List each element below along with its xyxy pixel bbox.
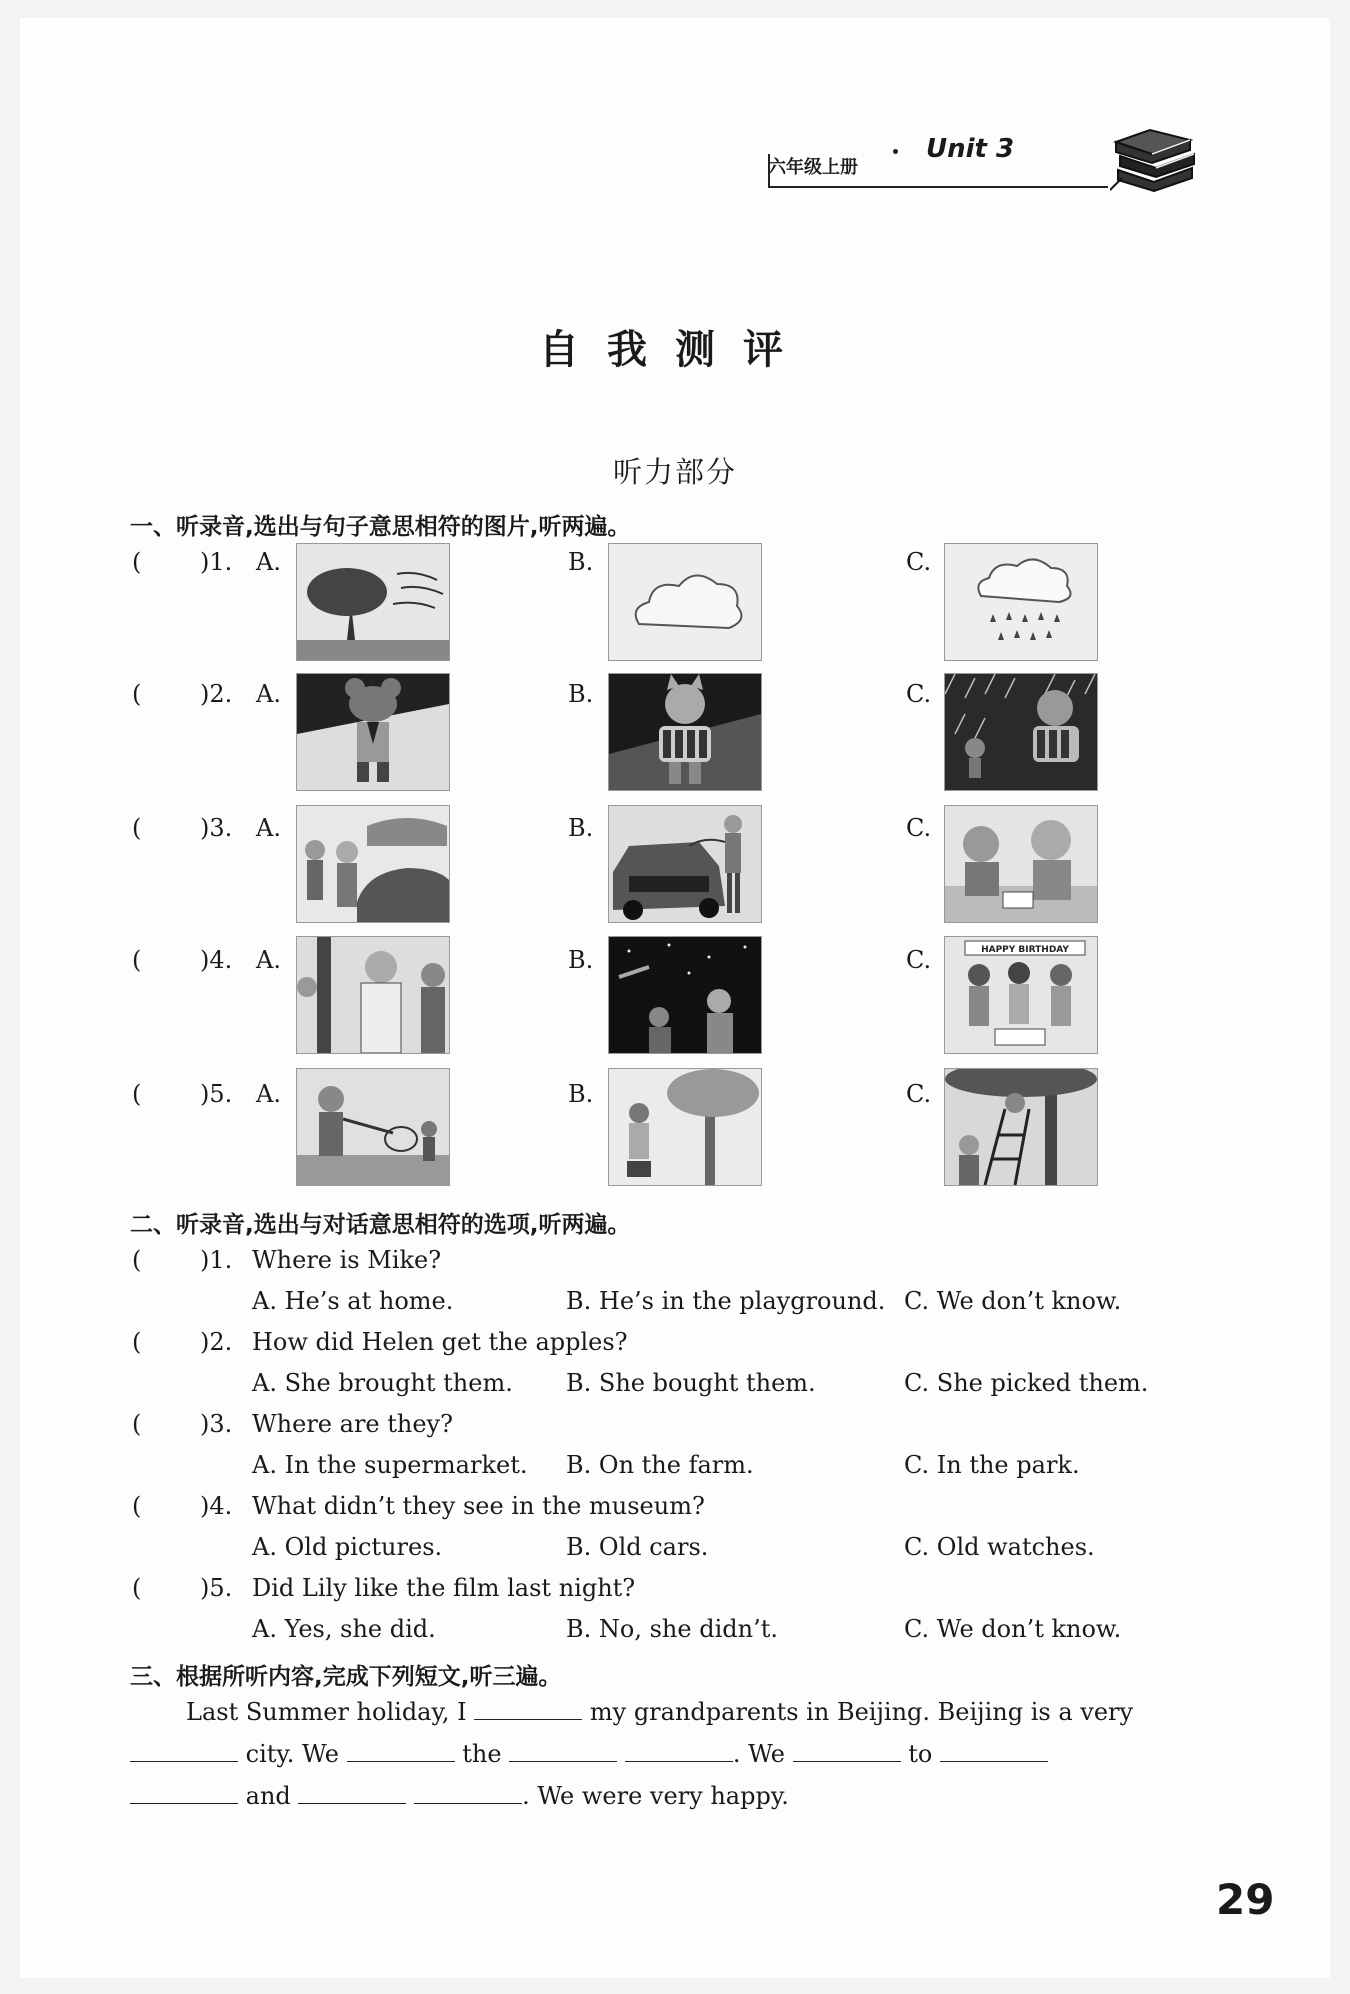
section1-heading: 一、听录音,选出与句子意思相符的图片,听两遍。	[130, 514, 631, 540]
answer-paren[interactable]: (	[132, 1492, 142, 1520]
item-number: )2.	[200, 680, 233, 708]
birthday-banner-text: HAPPY BIRTHDAY	[981, 945, 1069, 955]
option-label: A.	[256, 946, 281, 974]
question-text: What didn’t they see in the museum?	[252, 1492, 705, 1520]
option-label: C.	[906, 680, 932, 708]
fill-blank[interactable]	[793, 1741, 901, 1762]
option-label: A.	[256, 680, 281, 708]
question-text: Did Lily like the film last night?	[252, 1574, 636, 1602]
item-number: )2.	[200, 1328, 233, 1356]
washing-car-picture[interactable]	[608, 805, 762, 923]
door-visit-picture[interactable]	[296, 936, 450, 1054]
unit-label: Unit 3	[926, 134, 1015, 164]
item-number: )5.	[200, 1574, 233, 1602]
cat-rain-picture[interactable]	[944, 673, 1098, 791]
choice-b[interactable]: B. She bought them.	[566, 1369, 816, 1397]
answer-paren[interactable]: (	[132, 946, 142, 974]
item-number: )3.	[200, 814, 233, 842]
choice-c[interactable]: C. We don’t know.	[904, 1287, 1122, 1315]
fill-blank[interactable]	[414, 1783, 522, 1804]
question-text: Where is Mike?	[252, 1246, 442, 1274]
picking-apples-picture[interactable]	[608, 1068, 762, 1186]
item-number: )4.	[200, 1492, 233, 1520]
choice-a[interactable]: A. He’s at home.	[252, 1287, 454, 1315]
windy-tree-picture[interactable]	[296, 543, 450, 661]
option-label: B.	[568, 680, 594, 708]
choice-c[interactable]: C. In the park.	[904, 1451, 1080, 1479]
option-label: B.	[568, 814, 594, 842]
cloud-picture[interactable]	[608, 543, 762, 661]
choice-c[interactable]: C. She picked them.	[904, 1369, 1149, 1397]
option-label: C.	[906, 1080, 932, 1108]
section-subtitle: 听力部分	[612, 455, 737, 489]
option-label: B.	[568, 946, 594, 974]
choice-b[interactable]: B. No, she didn’t.	[566, 1615, 778, 1643]
climbing-tree-picture[interactable]	[944, 1068, 1098, 1186]
choice-a[interactable]: A. Yes, she did.	[252, 1615, 436, 1643]
section2-heading: 二、听录音,选出与对话意思相符的选项,听两遍。	[130, 1212, 631, 1238]
option-label: C.	[906, 548, 932, 576]
question-text: How did Helen get the apples?	[252, 1328, 628, 1356]
birthday-party-picture[interactable]	[944, 936, 1098, 1054]
stargazing-picture[interactable]	[608, 936, 762, 1054]
answer-paren[interactable]: (	[132, 1246, 142, 1274]
option-label: A.	[256, 548, 281, 576]
answer-paren[interactable]: (	[132, 1410, 142, 1438]
passage-line-2: city. We the . We to	[130, 1740, 1048, 1768]
workbook-page	[20, 18, 1330, 1978]
option-label: A.	[256, 1080, 281, 1108]
option-label: C.	[906, 814, 932, 842]
choice-b[interactable]: B. Old cars.	[566, 1533, 709, 1561]
cat-life-vest-picture[interactable]	[608, 673, 762, 791]
catching-butterflies-picture[interactable]	[296, 1068, 450, 1186]
rain-cloud-picture[interactable]	[944, 543, 1098, 661]
fill-blank[interactable]	[625, 1741, 733, 1762]
choice-a[interactable]: A. In the supermarket.	[252, 1451, 528, 1479]
fill-blank[interactable]	[509, 1741, 617, 1762]
choice-c[interactable]: C. Old watches.	[904, 1533, 1095, 1561]
item-number: )3.	[200, 1410, 233, 1438]
option-label: C.	[906, 946, 932, 974]
page-title: 自我测评	[539, 327, 811, 373]
mouse-tie-picture[interactable]	[296, 673, 450, 791]
choice-a[interactable]: A. Old pictures.	[252, 1533, 443, 1561]
fill-blank[interactable]	[940, 1741, 1048, 1762]
fill-blank[interactable]	[130, 1741, 238, 1762]
question-text: Where are they?	[252, 1410, 453, 1438]
answer-paren[interactable]: (	[132, 548, 142, 576]
answer-paren[interactable]: (	[132, 814, 142, 842]
books-stack-icon	[1110, 120, 1198, 196]
item-number: )4.	[200, 946, 233, 974]
fill-blank[interactable]	[130, 1783, 238, 1804]
passage-line-3: and . We were very happy.	[130, 1782, 789, 1810]
fill-blank[interactable]	[474, 1699, 582, 1720]
page-number: 29	[1216, 1875, 1275, 1924]
header-rule	[768, 186, 1108, 188]
section3-heading: 三、根据所听内容,完成下列短文,听三遍。	[130, 1664, 562, 1690]
answer-paren[interactable]: (	[132, 1574, 142, 1602]
fill-blank[interactable]	[298, 1783, 406, 1804]
choice-b[interactable]: B. On the farm.	[566, 1451, 754, 1479]
grade-label: 六年级上册	[768, 157, 858, 178]
item-number: )1.	[200, 548, 233, 576]
option-label: A.	[256, 814, 281, 842]
answer-paren[interactable]: (	[132, 1328, 142, 1356]
answer-paren[interactable]: (	[132, 680, 142, 708]
option-label: B.	[568, 1080, 594, 1108]
choice-b[interactable]: B. He’s in the playground.	[566, 1287, 886, 1315]
choice-c[interactable]: C. We don’t know.	[904, 1615, 1122, 1643]
fill-blank[interactable]	[347, 1741, 455, 1762]
header-dot	[893, 149, 898, 154]
item-number: )5.	[200, 1080, 233, 1108]
boys-car-show-picture[interactable]	[296, 805, 450, 923]
children-drawing-picture[interactable]	[944, 805, 1098, 923]
passage-line-1: Last Summer holiday, I my grandparents in Beijing. Beijing is a very	[186, 1698, 1134, 1726]
item-number: )1.	[200, 1246, 233, 1274]
choice-a[interactable]: A. She brought them.	[252, 1369, 513, 1397]
answer-paren[interactable]: (	[132, 1080, 142, 1108]
option-label: B.	[568, 548, 594, 576]
